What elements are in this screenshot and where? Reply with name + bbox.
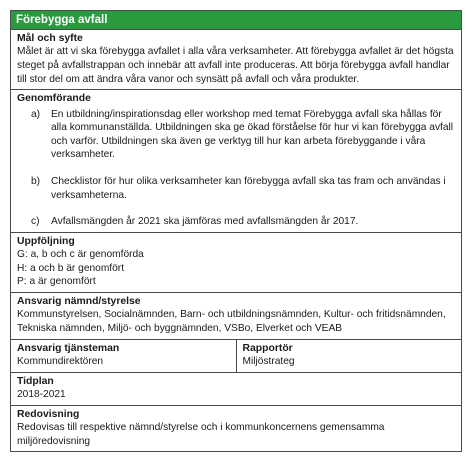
section-tidplan [11, 372, 461, 405]
section-title: Redovisning [17, 408, 80, 420]
section-ansvarig-namnd [11, 292, 461, 339]
list-item [31, 175, 455, 202]
followup-line: P: a är genomfört [17, 276, 96, 288]
section-title: Tidplan [17, 375, 54, 387]
section-text: Miljöstrateg [242, 355, 295, 367]
section-text: Kommunstyrelsen, Socialnämnden, Barn- och utbildningsnämnden, Kultur- och fritidsnämnden, Tekniska nämnden, Miljö- och byggnämnden, VSBo, Elverket och VEAB [17, 309, 446, 334]
section-redovisning [11, 405, 461, 452]
section-text: 2018-2021 [17, 388, 66, 400]
followup-line: H: a och b är genomfört [17, 262, 125, 274]
section-uppfoljning [11, 232, 461, 292]
followup-line: G: a, b och c är genomförda [17, 249, 144, 261]
card-header: Förebygga avfall [11, 11, 461, 29]
responsible-row [11, 339, 461, 372]
list-marker: c) [31, 216, 40, 228]
list-item-text: Avfallsmängden år 2021 ska jämföras med avfallsmängden år 2017. [51, 216, 359, 228]
section-text: Kommundirektören [17, 355, 104, 367]
section-title: Uppföljning [17, 235, 75, 247]
measure-list [17, 108, 455, 229]
list-item-text: En utbildning/inspirationsdag eller workshop med temat Förebygga avfall ska hållas för alla kommunanställda. Utbildningen ska ge ökad förståelse för hur vi kan förebygga avfall och varför. Utbildningen ska även ge verktyg till hur kan arbeta förebyggande i våra verksamheter. [51, 108, 454, 161]
section-title: Ansvarig nämnd/styrelse [17, 295, 141, 307]
list-marker: b) [31, 175, 41, 187]
section-mal-och-syfte [11, 29, 461, 89]
list-marker: a) [31, 108, 41, 120]
section-title: Ansvarig tjänsteman [17, 342, 120, 354]
section-rapportor [236, 340, 462, 372]
section-ansvarig-tjansteman [11, 340, 236, 372]
list-item [31, 108, 455, 162]
section-title: Mål och syfte [17, 33, 83, 44]
spacer [17, 202, 455, 215]
spacer [17, 162, 455, 175]
section-title: Genomförande [17, 93, 91, 105]
list-item [31, 215, 455, 229]
action-card [10, 10, 462, 452]
list-item-text: Checklistor för hur olika verksamheter kan förebygga avfall ska tas fram och användas i verksamheterna. [51, 175, 446, 201]
section-text: Redovisas till respektive nämnd/styrelse och i kommunkoncernens gemensamma miljöredovisning [17, 421, 385, 447]
section-text: Målet är att vi ska förebygga avfallet i alla våra verksamheter. Att förebygga avfallet är det högsta steget på avfallstrappan och innebär att avfall inte produceras. Att börja förebygga avfall handlar till stor del om att ändra våra vanor och synsätt på avfall och våra produkter. [17, 46, 454, 85]
section-genomforande [11, 89, 461, 232]
section-title: Rapportör [242, 342, 293, 354]
